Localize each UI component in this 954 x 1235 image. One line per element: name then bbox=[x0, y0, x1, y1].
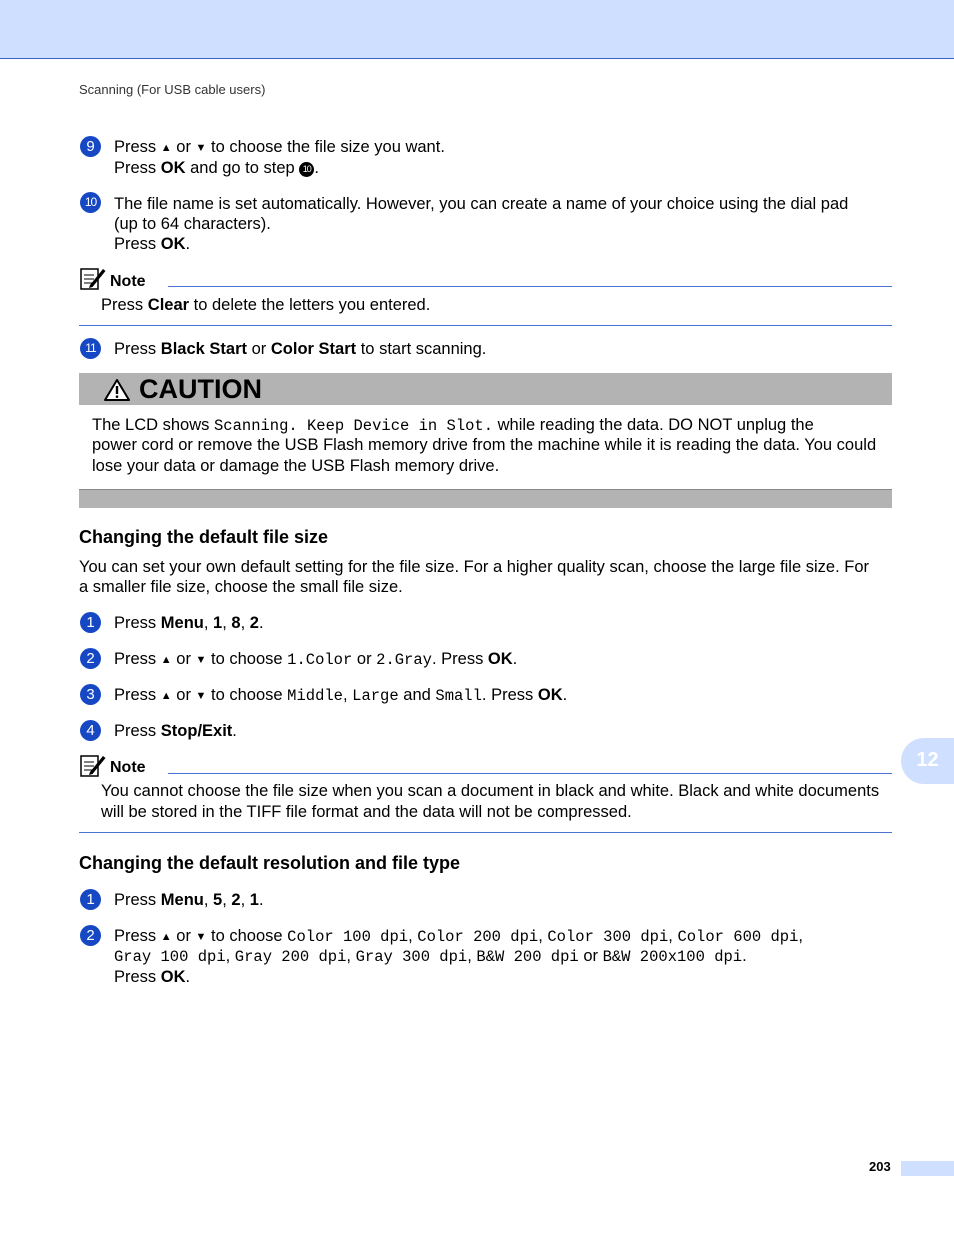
section-heading-file-size: Changing the default file size bbox=[79, 527, 329, 547]
step-9-line-1: Press ▲ or ▼ to choose the file size you want. bbox=[114, 138, 445, 156]
warning-triangle-icon bbox=[104, 379, 130, 401]
up-arrow-icon: ▲ bbox=[160, 690, 172, 702]
caution-bottom-bar bbox=[79, 489, 892, 508]
resolution-step-1: Press Menu, 5, 2, 1. bbox=[114, 891, 264, 909]
note-top-rule bbox=[168, 773, 892, 774]
down-arrow-icon: ▼ bbox=[195, 690, 207, 702]
down-arrow-icon: ▼ bbox=[195, 142, 207, 154]
caution-line-1: The LCD shows Scanning. Keep Device in Slot. while reading the data. DO NOT unplug the bbox=[92, 416, 814, 435]
down-arrow-icon: ▼ bbox=[195, 931, 207, 943]
note-label: Note bbox=[110, 759, 146, 776]
caution-line-2: power cord or remove the USB Flash memory drive from the machine while it is reading the data. You could bbox=[92, 436, 877, 454]
chapter-tab[interactable]: 12 bbox=[901, 738, 954, 784]
step-number-2: 2 bbox=[80, 648, 101, 669]
resolution-step-2-line-3: Press OK. bbox=[114, 968, 191, 986]
note-bottom-rule bbox=[79, 832, 892, 833]
file-size-step-2: Press ▲ or ▼ to choose 1.Color or 2.Gray. Press OK. bbox=[114, 650, 518, 669]
note-2-line-2: will be stored in the TIFF file format and the data will not be compressed. bbox=[101, 803, 632, 821]
note-top-rule bbox=[168, 286, 892, 287]
pencil-note-icon bbox=[80, 266, 106, 290]
caution-line-3: lose your data or damage the USB Flash memory drive. bbox=[92, 457, 500, 475]
section-1-intro-line-1: You can set your own default setting for the file size. For a higher quality scan, choose the large file size. For bbox=[79, 558, 869, 576]
down-arrow-icon: ▼ bbox=[195, 654, 207, 666]
step-number-9: 9 bbox=[80, 136, 101, 157]
step-number-2: 2 bbox=[80, 925, 101, 946]
page-number: 203 bbox=[869, 1159, 891, 1174]
note-2-line-1: You cannot choose the file size when you scan a document in black and white. Black and white documents bbox=[101, 782, 880, 800]
pencil-note-icon bbox=[80, 753, 106, 777]
step-10-line-2: (up to 64 characters). bbox=[114, 215, 271, 233]
note-label: Note bbox=[110, 273, 146, 290]
step-9-line-2: Press OK and go to step 10 . bbox=[114, 159, 319, 177]
up-arrow-icon: ▲ bbox=[160, 654, 172, 666]
section-heading-resolution: Changing the default resolution and file type bbox=[79, 853, 461, 873]
caution-title: CAUTION bbox=[139, 374, 262, 404]
step-10-line-3: Press OK. bbox=[114, 235, 191, 253]
file-size-step-1: Press Menu, 1, 8, 2. bbox=[114, 614, 264, 632]
step-number-10: 10 bbox=[80, 192, 101, 213]
step-10-line-1: The file name is set automatically. However, you can create a name of your choice using the dial pad bbox=[114, 195, 849, 213]
step-number-3: 3 bbox=[80, 684, 101, 705]
step-number-4: 4 bbox=[80, 720, 101, 741]
section-1-intro-line-2: a smaller file size, choose the small file size. bbox=[79, 578, 403, 596]
step-number-1: 1 bbox=[80, 889, 101, 910]
up-arrow-icon: ▲ bbox=[160, 142, 172, 154]
top-color-band bbox=[0, 0, 954, 59]
file-size-step-3: Press ▲ or ▼ to choose Middle, Large and Small. Press OK. bbox=[114, 686, 568, 705]
file-size-step-4: Press Stop/Exit. bbox=[114, 722, 237, 740]
step-number-1: 1 bbox=[80, 612, 101, 633]
resolution-step-2-line-1: Press ▲ or ▼ to choose Color 100 dpi, Color 200 dpi, Color 300 dpi, Color 600 dpi, bbox=[114, 927, 803, 946]
step-11-line: Press Black Start or Color Start to start scanning. bbox=[114, 340, 487, 358]
resolution-step-2-line-2: Gray 100 dpi, Gray 200 dpi, Gray 300 dpi, B&W 200 dpi or B&W 200x100 dpi. bbox=[114, 947, 747, 966]
running-header: Scanning (For USB cable users) bbox=[79, 82, 266, 97]
note-1-text: Press Clear to delete the letters you entered. bbox=[101, 296, 431, 314]
note-bottom-rule bbox=[79, 325, 892, 326]
page-number-tab bbox=[901, 1161, 954, 1176]
up-arrow-icon: ▲ bbox=[160, 931, 172, 943]
step-reference-badge: 10 bbox=[299, 162, 314, 177]
step-number-11: 11 bbox=[80, 338, 101, 359]
